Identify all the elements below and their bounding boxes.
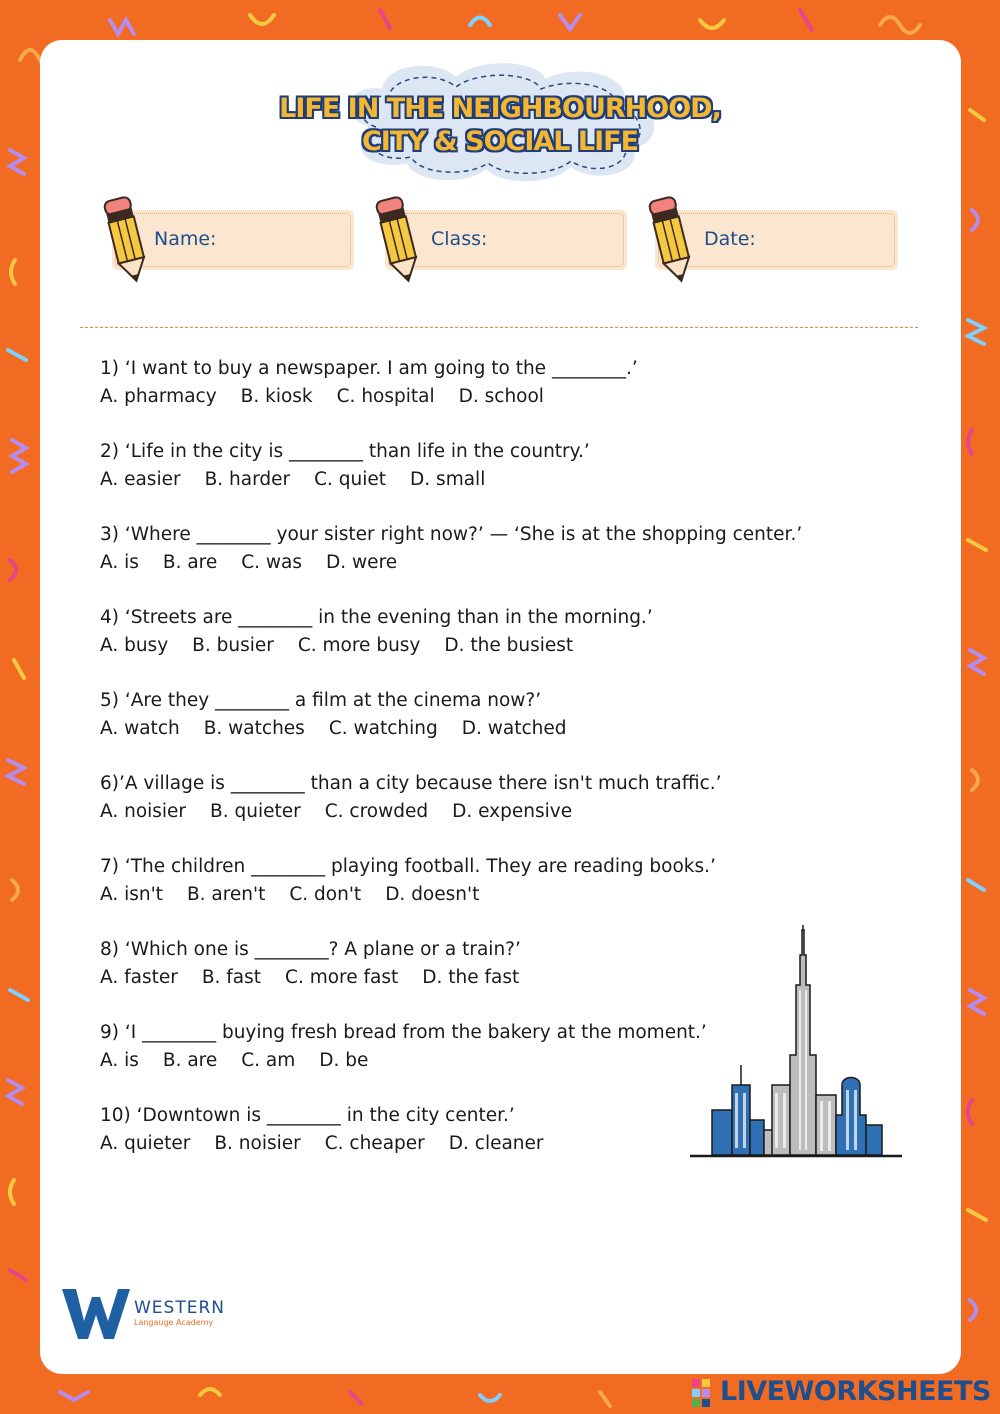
option-c[interactable]: C. don't — [289, 884, 362, 905]
option-b[interactable]: B. aren't — [186, 884, 266, 905]
question-options — [100, 881, 716, 909]
title-line-1: LIFE IN THE NEIGHBOURHOOD, — [279, 93, 721, 124]
question-options — [100, 715, 590, 743]
option-a[interactable]: A. noisier — [100, 801, 187, 822]
option-d[interactable]: D. school — [458, 386, 544, 407]
question-stem: 4) ‘Streets are ________ in the evening than in the morning.’ — [100, 607, 653, 628]
question-6 — [100, 770, 722, 826]
option-a[interactable]: A. busy — [100, 635, 169, 656]
option-a[interactable]: A. is — [100, 552, 139, 573]
question-9 — [100, 1019, 707, 1075]
option-c[interactable]: C. more fast — [285, 967, 399, 988]
option-b[interactable]: B. kiosk — [240, 386, 313, 407]
city-skyline-illustration — [690, 925, 905, 1160]
question-options — [100, 466, 590, 494]
option-b[interactable]: B. harder — [204, 469, 291, 490]
option-b[interactable]: B. are — [162, 552, 218, 573]
option-a[interactable]: A. quieter — [100, 1133, 191, 1154]
question-stem: 2) ‘Life in the city is ________ than life in the country.’ — [100, 441, 590, 462]
question-5 — [100, 687, 590, 743]
option-b[interactable]: B. busier — [192, 635, 274, 656]
option-b[interactable]: B. watches — [203, 718, 305, 739]
section-divider — [80, 327, 918, 328]
option-d[interactable]: D. the fast — [422, 967, 520, 988]
liveworksheets-brand[interactable]: LIVEWORKSHEETS — [720, 1376, 991, 1407]
question-7 — [100, 853, 716, 909]
logo-name: WESTERN — [134, 1298, 225, 1318]
option-a[interactable]: A. watch — [100, 718, 180, 739]
question-3 — [100, 521, 802, 577]
option-c[interactable]: C. crowded — [324, 801, 429, 822]
pencil-icon — [372, 190, 424, 288]
question-stem: 5) ‘Are they ________ a film at the cinema now?’ — [100, 690, 542, 711]
question-stem: 8) ‘Which one is ________? A plane or a train?’ — [100, 939, 521, 960]
question-stem: 9) ‘I ________ buying fresh bread from the bakery at the moment.’ — [100, 1022, 707, 1043]
question-options — [100, 1130, 568, 1158]
option-b[interactable]: B. are — [162, 1050, 218, 1071]
option-a[interactable]: A. is — [100, 1050, 139, 1071]
option-d[interactable]: D. expensive — [452, 801, 573, 822]
liveworksheets-logo-icon — [692, 1375, 716, 1409]
pencil-icon — [100, 190, 152, 288]
question-options — [100, 798, 722, 826]
option-a[interactable]: A. isn't — [100, 884, 163, 905]
logo-subtitle: Langauge Academy — [134, 1318, 214, 1327]
option-c[interactable]: C. cheaper — [324, 1133, 425, 1154]
date-label: Date: — [704, 228, 756, 250]
question-stem: 7) ‘The children ________ playing football. They are reading books.’ — [100, 856, 716, 877]
question-stem: 6)’A village is ________ than a city because there isn't much traffic.’ — [100, 773, 722, 794]
option-b[interactable]: B. quieter — [210, 801, 301, 822]
option-a[interactable]: A. pharmacy — [100, 386, 217, 407]
class-label: Class: — [431, 228, 488, 250]
question-options — [100, 383, 638, 411]
question-options — [100, 964, 543, 992]
name-label: Name: — [154, 228, 217, 250]
question-8 — [100, 936, 543, 992]
option-c[interactable]: C. am — [241, 1050, 296, 1071]
question-stem: 10) ‘Downtown is ________ in the city center.’ — [100, 1105, 515, 1126]
question-10 — [100, 1102, 568, 1158]
option-c[interactable]: C. was — [241, 552, 303, 573]
question-2 — [100, 438, 590, 494]
option-d[interactable]: D. watched — [461, 718, 567, 739]
option-a[interactable]: A. faster — [100, 967, 178, 988]
option-d[interactable]: D. small — [410, 469, 486, 490]
option-d[interactable]: D. cleaner — [448, 1133, 544, 1154]
worksheet-title — [240, 92, 760, 158]
option-a[interactable]: A. easier — [100, 469, 181, 490]
question-stem: 3) ‘Where ________ your sister right now?’ — ‘She is at the shopping center.’ — [100, 524, 803, 545]
question-options — [100, 632, 653, 660]
option-d[interactable]: D. were — [326, 552, 398, 573]
option-b[interactable]: B. noisier — [214, 1133, 301, 1154]
option-c[interactable]: C. quiet — [314, 469, 387, 490]
question-1 — [100, 355, 638, 411]
option-c[interactable]: C. watching — [328, 718, 438, 739]
pencil-icon — [645, 190, 697, 288]
option-d[interactable]: D. doesn't — [385, 884, 480, 905]
option-b[interactable]: B. fast — [201, 967, 262, 988]
option-d[interactable]: D. be — [319, 1050, 369, 1071]
option-c[interactable]: C. hospital — [336, 386, 435, 407]
option-c[interactable]: C. more busy — [297, 635, 421, 656]
question-4 — [100, 604, 653, 660]
question-stem: 1) ‘I want to buy a newspaper. I am going to the ________.’ — [100, 358, 638, 379]
western-logo-icon — [60, 1287, 132, 1341]
option-d[interactable]: D. the busiest — [444, 635, 574, 656]
title-line-2: CITY & SOCIAL LIFE — [361, 126, 639, 157]
question-options — [100, 1047, 707, 1075]
question-options — [100, 549, 802, 577]
